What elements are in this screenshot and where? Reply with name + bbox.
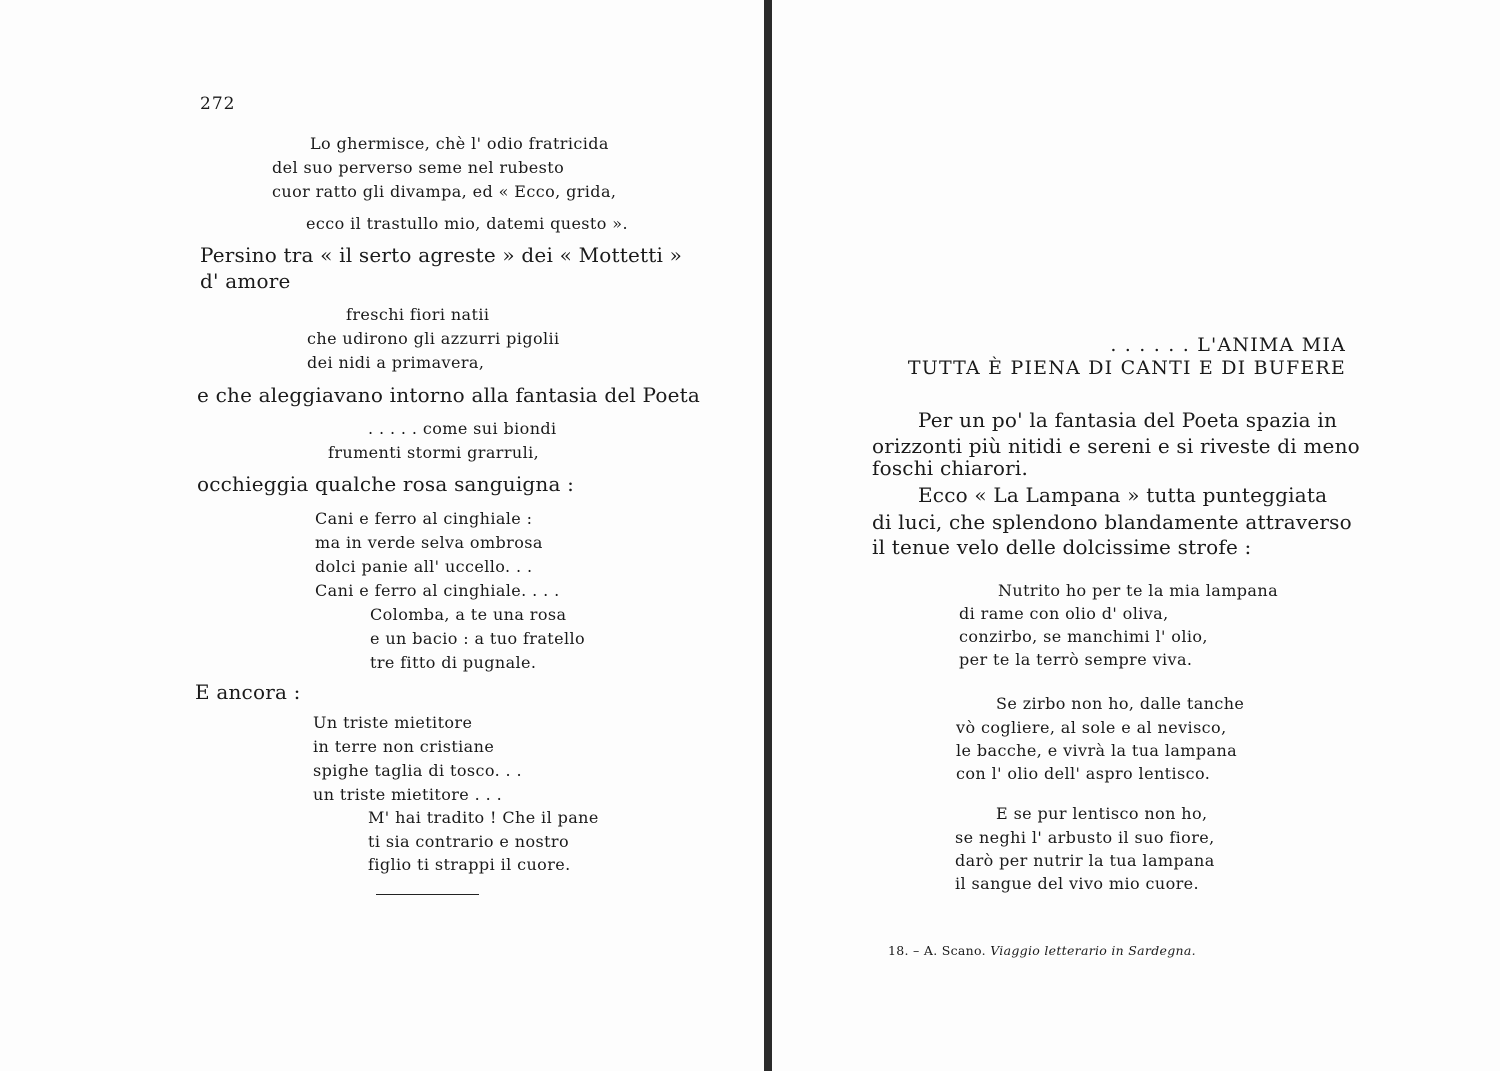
section-heading: TUTTA È PIENA DI CANTI E DI BUFERE <box>907 357 1346 379</box>
section-heading: . . . . . . L'ANIMA MIA <box>1110 334 1346 356</box>
section-rule <box>376 894 479 895</box>
prose-line: di luci, che splendono blandamente attraverso <box>872 510 1352 534</box>
verse-line: ma in verde selva ombrosa <box>315 533 543 552</box>
prose-line: Per un po' la fantasia del Poeta spazia in <box>918 408 1338 432</box>
verse-line: E se pur lentisco non ho, <box>996 804 1208 823</box>
verse-line: Nutrito ho per te la mia lampana <box>998 581 1279 600</box>
footer-signature: 18. – A. Scano. <box>888 943 986 958</box>
verse-line: Se zirbo non ho, dalle tanche <box>996 694 1245 713</box>
verse-line: il sangue del vivo mio cuore. <box>955 874 1200 893</box>
book-gutter <box>764 0 772 1071</box>
verse-line: ecco il trastullo mio, datemi questo ». <box>306 214 628 233</box>
prose-line: d' amore <box>200 269 291 293</box>
verse-line: del suo perverso seme nel rubesto <box>272 158 565 177</box>
verse-line: dolci panie all' uccello. . . <box>315 557 533 576</box>
prose-line: Ecco « La Lampana » tutta punteggiata <box>918 483 1328 507</box>
verse-line: spighe taglia di tosco. . . <box>313 761 523 780</box>
verse-line: figlio ti strappi il cuore. <box>368 855 571 874</box>
verse-line: darò per nutrir la tua lampana <box>955 851 1215 870</box>
verse-line: Cani e ferro al cinghiale. . . . <box>315 581 560 600</box>
verse-line: un triste mietitore . . . <box>313 785 503 804</box>
verse-line: . . . . . come sui biondi <box>368 419 557 438</box>
verse-line: di rame con olio d' oliva, <box>959 604 1169 623</box>
verse-line: cuor ratto gli divampa, ed « Ecco, grida, <box>272 182 617 201</box>
prose-line: e che aleggiavano intorno alla fantasia del Poeta <box>197 383 701 407</box>
prose-line: foschi chiarori. <box>872 456 1029 480</box>
page-number: 272 <box>200 94 236 114</box>
verse-line: se neghi l' arbusto il suo fiore, <box>955 828 1215 847</box>
verse-line: M' hai tradito ! Che il pane <box>368 808 599 827</box>
verse-line: le bacche, e vivrà la tua lampana <box>956 741 1238 760</box>
verse-line: Cani e ferro al cinghiale : <box>315 509 533 528</box>
verse-line: e un bacio : a tuo fratello <box>370 629 586 648</box>
verse-line: Lo ghermisce, chè l' odio fratricida <box>310 134 609 153</box>
verse-line: Un triste mietitore <box>313 713 473 732</box>
verse-line: che udirono gli azzurri pigolii <box>307 329 560 348</box>
prose-line: orizzonti più nitidi e sereni e si riveste di meno <box>872 434 1360 458</box>
prose-line: E ancora : <box>195 680 301 704</box>
verse-line: ti sia contrario e nostro <box>368 832 569 851</box>
verse-line: per te la terrò sempre viva. <box>959 650 1193 669</box>
verse-line: con l' olio dell' aspro lentisco. <box>956 764 1211 783</box>
verse-line: in terre non cristiane <box>313 737 495 756</box>
verse-line: conzirbo, se manchimi l' olio, <box>959 627 1208 646</box>
verse-line: freschi fiori natii <box>346 305 490 324</box>
verse-line: tre fitto di pugnale. <box>370 653 537 672</box>
verse-line: vò cogliere, al sole e al nevisco, <box>956 718 1227 737</box>
footer-title: Viaggio letterario in Sardegna. <box>990 943 1196 958</box>
verse-line: dei nidi a primavera, <box>307 353 485 372</box>
verse-line: frumenti stormi grarruli, <box>328 443 540 462</box>
prose-line: il tenue velo delle dolcissime strofe : <box>872 535 1252 559</box>
prose-line: Persino tra « il serto agreste » dei « Mottetti » <box>200 243 683 267</box>
prose-line: occhieggia qualche rosa sanguigna : <box>197 472 575 496</box>
page-footer <box>888 943 1196 958</box>
verse-line: Colomba, a te una rosa <box>370 605 567 624</box>
right-page <box>772 0 1500 1071</box>
